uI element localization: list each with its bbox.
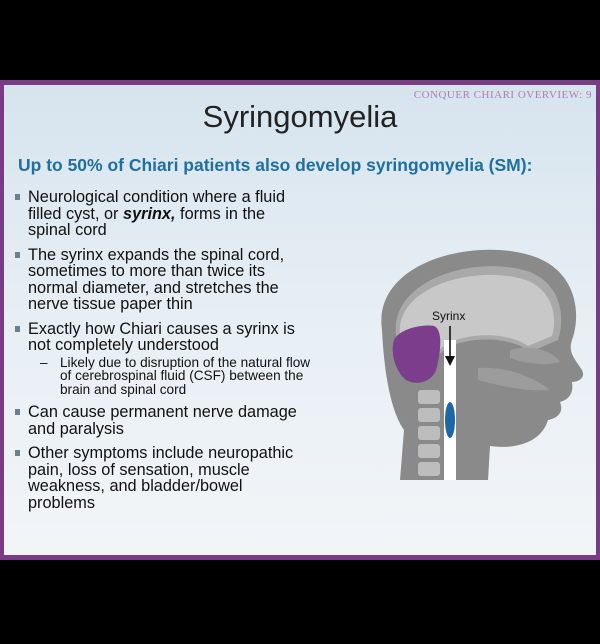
bullet-text: The syrinx expands the spinal cord, sometimes to more than twice its normal diameter, and stretches the nerve tissue paper thin	[28, 245, 285, 313]
vertebra	[418, 462, 440, 476]
bullet-item	[12, 445, 312, 511]
head-spine-diagram	[360, 240, 590, 480]
syrinx-shape	[445, 402, 455, 438]
bullet-list	[12, 189, 312, 519]
slide-subtitle: Up to 50% of Chiari patients also develop syringomyelia (SM):	[18, 155, 533, 175]
bullet-item	[12, 189, 312, 239]
sub-bullet-item: – Likely due to disruption of the natural flow of cerebrospinal fluid (CSF) between the brain and spinal cord	[60, 356, 312, 397]
slide-title: Syringomyelia	[202, 99, 398, 134]
vertebra	[418, 408, 440, 422]
bullet-text: Exactly how Chiari causes a syrinx is not completely understood	[28, 319, 295, 354]
bullet-emphasis: syrinx,	[123, 204, 176, 223]
bullet-item	[12, 321, 312, 397]
vertebra	[418, 426, 440, 440]
header-tag: CONQUER CHIARI OVERVIEW: 9	[413, 89, 592, 101]
sub-bullet-list	[28, 356, 312, 397]
bullet-text: Neurological condition where a fluid filled cyst, or	[28, 188, 286, 223]
bullet-item	[12, 404, 312, 437]
syrinx-label: Syrinx	[432, 309, 466, 323]
vertebra	[418, 390, 440, 404]
bullet-text: forms in the spinal cord	[28, 204, 266, 239]
bullet-item	[12, 247, 312, 313]
bullet-text: Can cause permanent nerve damage and paralysis	[28, 403, 297, 438]
vertebra	[418, 444, 440, 458]
slide	[0, 80, 600, 560]
bullet-text: Other symptoms include neuropathic pain, loss of sensation, muscle weakness, and bladder/bowel problems	[28, 444, 294, 512]
